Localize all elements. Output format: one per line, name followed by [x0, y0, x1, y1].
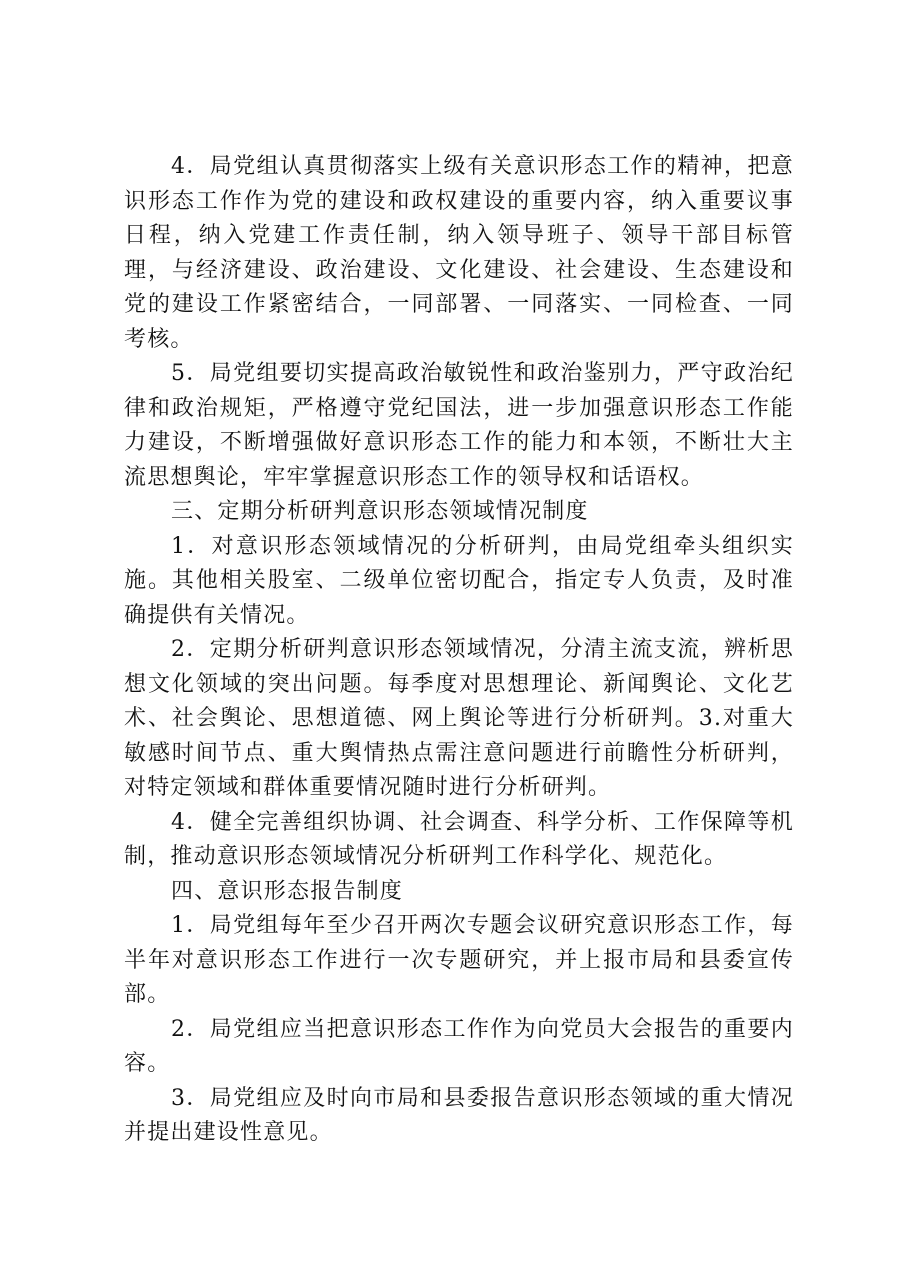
document-body: [124, 150, 794, 1151]
paragraph-4-party-group-implementation: 4．局党组认真贯彻落实上级有关意识形态工作的精神，把意识形态工作作为党的建设和政权建设的重要内容，纳入重要议事日程，纳入党建工作责任制，纳入领导班子、领导干部目标管理，与经济建设、政治建设、文化建设、社会建设、生态建设和党的建设工作紧密结合，一同部署、一同落实、一同检查、一同考核。: [124, 154, 794, 352]
paragraph-5-political-sensitivity: 5．局党组要切实提高政治敏锐性和政治鉴别力，严守政治纪律和政治规矩，严格遵守党纪国法，进一步加强意识形态工作能力建设，不断增强做好意识形态工作的能力和本领，不断壮大主流思想舆论，牢牢掌握意识形态工作的领导权和话语权。: [124, 361, 794, 490]
paragraph-analysis-2: 2．定期分析研判意识形态领域情况，分清主流支流，辨析思想文化领域的突出问题。每季度对思想理论、新闻舆论、文化艺术、社会舆论、思想道德、网上舆论等进行分析研判。3.对重大敏感时间节点、重大舆情热点需注意问题进行前瞻性分析研判，对特定领域和群体重要情况随时进行分析研判。: [124, 637, 794, 800]
section-heading-4: 四、意识形态报告制度: [171, 878, 404, 904]
section-heading-3: 三、定期分析研判意识形态领域情况制度: [171, 499, 589, 524]
paragraph-analysis-4: 4．健全完善组织协调、社会调查、科学分析、工作保障等机制，推动意识形态领域情况分析研判工作科学化、规范化。: [124, 809, 794, 869]
paragraph-report-3: 3．局党组应及时向市局和县委报告意识形态领域的重大情况并提出建设性意见。: [124, 1085, 794, 1145]
paragraph-analysis-1: 1．对意识形态领域情况的分析研判，由局党组牵头组织实施。其他相关股室、二级单位密切配合，指定专人负责，及时准确提供有关情况。: [124, 533, 794, 628]
paragraph-report-2: 2．局党组应当把意识形态工作作为向党员大会报告的重要内容。: [124, 1016, 794, 1076]
paragraph-report-1: 1．局党组每年至少召开两次专题会议研究意识形态工作，每半年对意识形态工作进行一次专题研究，并上报市局和县委宣传部。: [124, 913, 794, 1007]
